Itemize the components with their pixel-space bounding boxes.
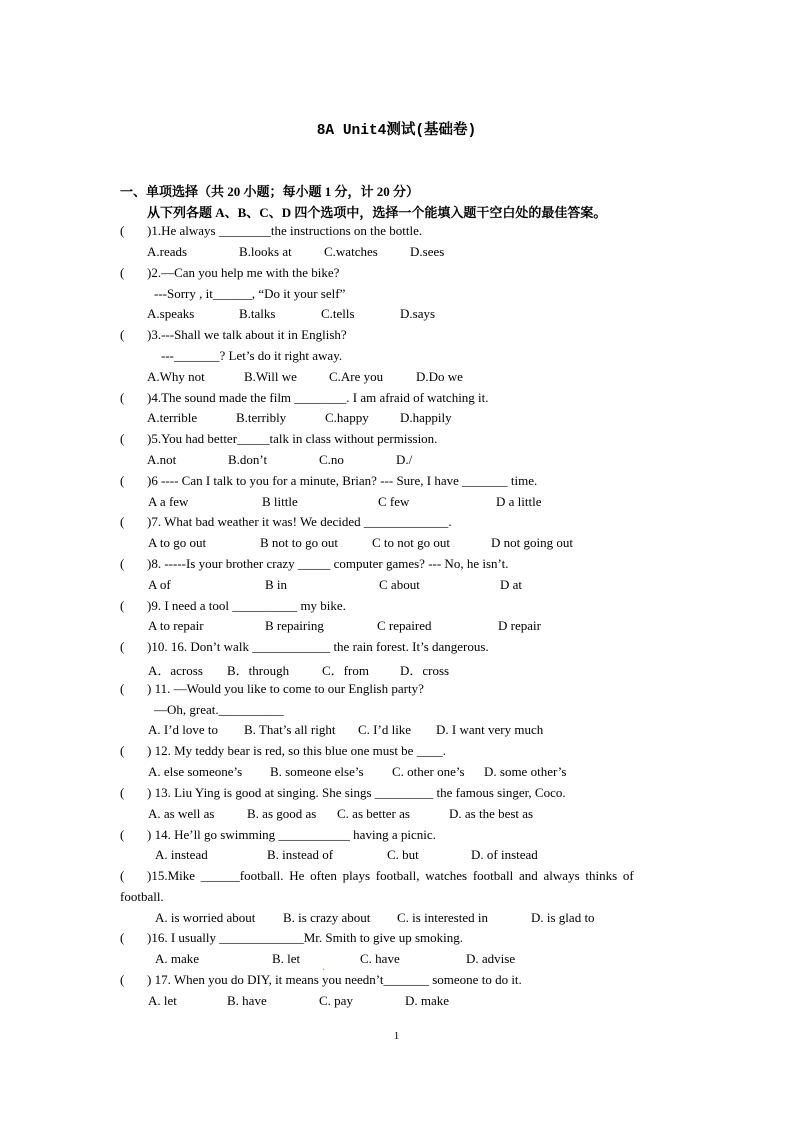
- option-a: A.speaks: [147, 306, 195, 321]
- option-d: D. make: [405, 993, 450, 1008]
- page-number: 1: [393, 1030, 400, 1042]
- section-instruction: 从下列各题 A、B、C、D 四个选项中，选择一个能填入题干空白处的最佳答案。: [147, 205, 607, 220]
- option-c: C. other one’s: [392, 764, 465, 779]
- option-c: C.happy: [325, 410, 369, 425]
- option-d: D at: [500, 577, 523, 592]
- answer-paren[interactable]: (: [120, 390, 125, 405]
- question-text: )2.—Can you help me with the bike?: [147, 265, 340, 280]
- answer-paren[interactable]: (: [120, 868, 125, 883]
- option-b: B.looks at: [239, 244, 292, 259]
- question-text: ) 17. When you do DIY, it means you needn’t_______ someone to do it.: [147, 972, 522, 987]
- option-a: A. I’d love to: [148, 722, 219, 737]
- option-d: D.Do we: [416, 369, 463, 384]
- option-a: A.not: [147, 452, 177, 467]
- answer-paren[interactable]: (: [120, 223, 125, 238]
- option-c: C. pay: [319, 993, 353, 1008]
- option-c: C. but: [387, 847, 419, 862]
- answer-paren[interactable]: (: [120, 598, 125, 613]
- option-b: B.terribly: [236, 410, 287, 425]
- option-b: B.don’t: [228, 452, 268, 467]
- answer-paren[interactable]: (: [120, 514, 125, 529]
- question-text: )7. What bad weather it was! We decided _____________.: [147, 514, 452, 529]
- option-a: A. let: [148, 993, 177, 1008]
- option-c: C.tells: [321, 306, 355, 321]
- question-text: )6 ---- Can I talk to you for a minute, Brian? --- Sure, I have _______ time.: [147, 473, 538, 488]
- option-a: A to go out: [148, 535, 207, 550]
- answer-paren[interactable]: (: [120, 785, 125, 800]
- option-d: D.happily: [400, 410, 452, 425]
- option-c: C. I’d like: [358, 722, 412, 737]
- answer-paren[interactable]: (: [120, 827, 125, 842]
- option-d: D．cross: [400, 663, 450, 678]
- option-c: C. is interested in: [397, 910, 488, 925]
- option-a: A. else someone’s: [148, 764, 243, 779]
- option-d: D. of instead: [471, 847, 538, 862]
- option-b: B. instead of: [267, 847, 334, 862]
- answer-paren[interactable]: (: [120, 327, 125, 342]
- option-a: A to repair: [148, 618, 204, 633]
- stray-mark: .: [322, 958, 326, 973]
- option-b: B.talks: [239, 306, 276, 321]
- option-b: B. have: [227, 993, 267, 1008]
- option-c: C repaired: [377, 618, 432, 633]
- option-b: B．through: [227, 663, 290, 678]
- question-text: )9. I need a tool __________ my bike.: [147, 598, 346, 613]
- option-a: A．across: [148, 663, 203, 678]
- option-c: C.Are you: [329, 369, 384, 384]
- option-b: B not to go out: [260, 535, 339, 550]
- answer-paren[interactable]: (: [120, 681, 125, 696]
- question-text: )10. 16. Don’t walk ____________ the rain forest. It’s dangerous.: [147, 639, 489, 654]
- option-d: D. as the best as: [449, 806, 534, 821]
- option-b: B in: [265, 577, 288, 592]
- question-text: )4.The sound made the film ________. I am afraid of watching it.: [147, 390, 489, 405]
- option-c: C about: [379, 577, 420, 592]
- answer-paren[interactable]: (: [120, 972, 125, 987]
- option-a: A.terrible: [147, 410, 198, 425]
- answer-paren[interactable]: (: [120, 473, 125, 488]
- option-c: C. have: [360, 951, 400, 966]
- option-b: B. as good as: [247, 806, 317, 821]
- option-b: B little: [262, 494, 298, 509]
- option-a: A. instead: [155, 847, 208, 862]
- answer-paren[interactable]: (: [120, 639, 125, 654]
- section-heading: 一、单项选择（共 20 小题；每小题 1 分，计 20 分）: [120, 184, 420, 199]
- option-b: B.Will we: [244, 369, 297, 384]
- option-c: C to not go out: [372, 535, 451, 550]
- question-text: ) 12. My teddy bear is red, so this blue one must be ____.: [147, 743, 446, 758]
- option-d: D repair: [498, 618, 541, 633]
- option-d: D. is glad to: [531, 910, 595, 925]
- question-text-line2: football.: [120, 889, 164, 904]
- answer-paren[interactable]: (: [120, 265, 125, 280]
- answer-paren[interactable]: (: [120, 431, 125, 446]
- option-a: A. as well as: [148, 806, 215, 821]
- option-c: C.watches: [324, 244, 378, 259]
- option-a: A a few: [148, 494, 189, 509]
- option-c: C．from: [322, 663, 369, 678]
- option-b: B. let: [272, 951, 301, 966]
- option-a: A of: [148, 577, 171, 592]
- question-text: )3.---Shall we talk about it in English?: [147, 327, 347, 342]
- answer-paren[interactable]: (: [120, 743, 125, 758]
- option-b: B repairing: [265, 618, 324, 633]
- question-text: )8. -----Is your brother crazy _____ computer games? --- No, he isn’t.: [147, 556, 509, 571]
- question-text-line2: —Oh, great.__________: [154, 702, 284, 717]
- option-d: D not going out: [491, 535, 573, 550]
- option-c: C. as better as: [337, 806, 410, 821]
- option-d: D a little: [496, 494, 542, 509]
- option-d: D. I want very much: [436, 722, 544, 737]
- option-d: D.sees: [410, 244, 445, 259]
- answer-paren[interactable]: (: [120, 930, 125, 945]
- option-a: A. is worried about: [155, 910, 256, 925]
- option-a: A. make: [155, 951, 200, 966]
- question-text: ) 13. Liu Ying is good at singing. She sings _________ the famous singer, Coco.: [147, 785, 566, 800]
- option-d: D. advise: [466, 951, 516, 966]
- option-b: B. is crazy about: [283, 910, 371, 925]
- option-b: B. That’s all right: [244, 722, 336, 737]
- question-text: ) 11. —Would you like to come to our English party?: [147, 681, 424, 696]
- option-d: D. some other’s: [484, 764, 567, 779]
- question-text: )5.You had better_____talk in class without permission.: [147, 431, 438, 446]
- question-text: )15.Mike ______football. He often plays football, watches football and always thinks of: [147, 868, 634, 883]
- option-c: C.no: [319, 452, 344, 467]
- question-text-line2: ---Sorry , it______, “Do it your self”: [154, 286, 346, 301]
- option-d: D.says: [400, 306, 436, 321]
- question-text: )1.He always ________the instructions on the bottle.: [147, 223, 423, 238]
- option-a: A.reads: [147, 244, 188, 259]
- answer-paren[interactable]: (: [120, 556, 125, 571]
- page-title: 8A Unit4测试(基础卷): [316, 123, 477, 139]
- option-c: C few: [378, 494, 410, 509]
- question-text-line2: ---_______? Let’s do it right away.: [161, 348, 343, 363]
- question-text: )16. I usually _____________Mr. Smith to give up smoking.: [147, 930, 463, 945]
- option-b: B. someone else’s: [270, 764, 364, 779]
- option-a: A.Why not: [147, 369, 205, 384]
- option-d: D./: [396, 452, 413, 467]
- question-text: ) 14. He’ll go swimming ___________ having a picnic.: [147, 827, 436, 842]
